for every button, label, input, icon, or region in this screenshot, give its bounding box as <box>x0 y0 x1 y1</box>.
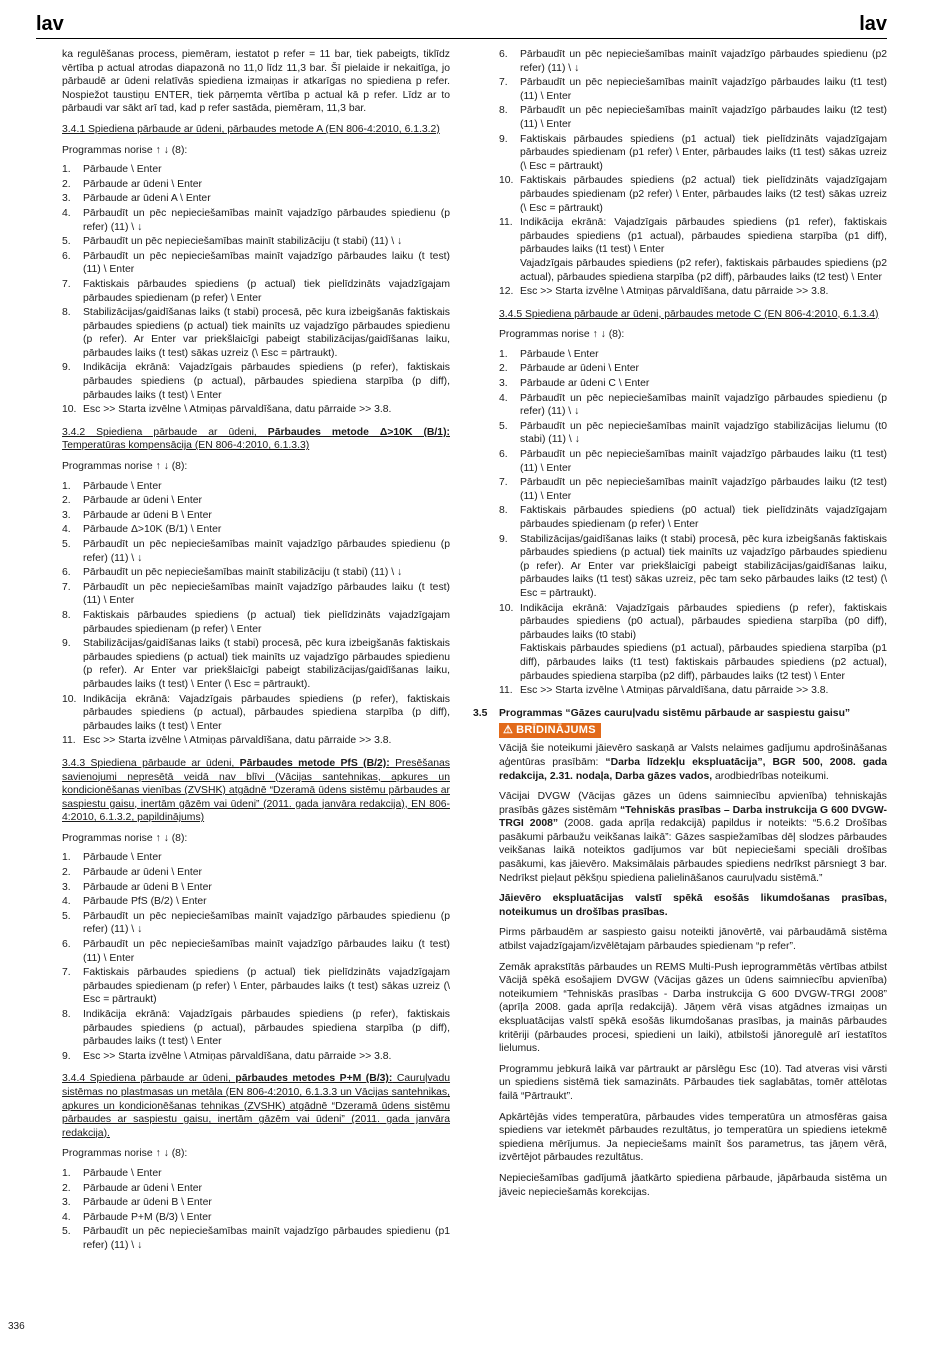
list-item-number: 3. <box>62 881 71 893</box>
list-item <box>62 509 450 523</box>
list-item-number: 9. <box>499 133 508 145</box>
heading-suffix: Temperatūras kompensācija (EN 806-4:2010, 6.1.3.3) <box>62 440 310 452</box>
list-item <box>62 609 450 636</box>
list-item-text: Faktiskais pārbaudes spiediens (p1 actual) tiek pielīdzināts vajadzīgajam pārbaudes spiedienam (p1 refer) \ Enter, pārbaudes laiks (t1 test) sākas uzreiz (\ Esc = pārtraukt) <box>520 133 887 172</box>
heading-prefix: 3.4.3 Spiediena pārbaude ar ūdeni, <box>62 757 240 769</box>
list-item <box>499 285 887 299</box>
list-item-number: 7. <box>499 477 508 489</box>
section-3-4-5-heading: 3.4.5 Spiediena pārbaude ar ūdeni, pārbaudes metode C (EN 806-4:2010, 6.1.3.4) <box>499 308 879 320</box>
list-item-number: 5. <box>62 236 71 248</box>
list-item-text: Pārbaudīt un pēc nepieciešamības mainīt vajadzīgo pārbaudes spiedienu (p refer) (11) \ ↓ <box>83 910 450 936</box>
text-run-bold: “Tehniskās prasības – Darba instrukcija G 600 DVGW-TRGI 2008” <box>499 804 887 830</box>
list-item-number: 6. <box>62 250 71 262</box>
list-item-text: Pārbaude ar ūdeni C \ Enter <box>520 378 650 390</box>
list-item-number: 1. <box>62 480 71 492</box>
list-item-text: Pārbaudīt un pēc nepieciešamības mainīt vajadzīgo pārbaudes laiku (t2 test) (11) \ Enter <box>520 105 887 130</box>
header-language-left: lav <box>36 13 64 35</box>
list-item <box>62 966 450 1007</box>
list-item <box>62 480 450 494</box>
list-item-text: Pārbaudīt un pēc nepieciešamības mainīt vajadzīgo pārbaudes laiku (t test) (11) \ Enter <box>83 939 450 964</box>
list-item-number: 5. <box>62 1226 71 1238</box>
list-item-text: Pārbaude \ Enter <box>520 348 599 360</box>
list-item-number: 5. <box>499 420 508 432</box>
header-rule <box>36 38 887 39</box>
list-item <box>62 306 450 360</box>
list-item-text: Pārbaude \ Enter <box>83 480 162 492</box>
list-item-text: Stabilizācijas/gaidīšanas laiks (t stabi) procesā, pēc kura izbeigšanās faktiskais pārbaudes spiediens (p actual) tiek mainīts uz vajadzīgo pārbaudes spiedienu (p refer). Ar Enter var priekšlaicīgi pabeigt stabilizācijas/gaidīšanas laiku, pārbaudes laiks (t test) sākas uzreiz (\ Esc = pārtraukt). <box>83 307 450 359</box>
list-item-text: Pārbaude P+M (B/3) \ Enter <box>83 1211 212 1223</box>
section-3-4-2-heading <box>62 426 450 453</box>
list-item-text: Faktiskais pārbaudes spiediens (p2 actual) tiek pielīdzināts vajadzīgajam pārbaudes spiedienam (p2 refer) \ Enter, pārbaudes laiks (t2 test) sākas uzreiz (\ Esc = pārtraukt) <box>520 175 887 214</box>
list-item-number: 6. <box>62 939 71 951</box>
list-item <box>499 377 887 391</box>
list-item-text: Faktiskais pārbaudes spiediens (p actual) tiek pielīdzināts vajadzīgajam pārbaudes spiedienam (p refer) \ Enter, pārbaudes laiks (t test) sākas uzreiz (\ Esc = pārtraukt) <box>83 967 450 1006</box>
paragraph-programmed-values: Zemāk aprakstītās pārbaudes un REMS Multi-Push ieprogrammētās vērtības atbilst Vācijā spēkā esošajiem DVGW (Vācijas gāzes un ūdens saimniecību apvienība) noteikumiem “Tehniskās prasības - Darba instrukcija G 600 DVGW-TRGI 2008” (aprīļa 2008. gada aprīļa redakcijā). Jāņem vērā visas atgādnes izmaiņas un ekspluatācijas valstī spēkā esošās likumdošanas prasības, ja mainās pārbaudes kritēriji (pārbaudes procesi, spiedieni un laiki), atbilstoši jānoregulē arī iestatītos lielumus. <box>499 961 887 1055</box>
section-3-4-2-steps <box>62 480 450 748</box>
list-item-text: Pārbaude Δ>10K (B/1) \ Enter <box>83 524 222 536</box>
section-3-4-1-heading: 3.4.1 Spiediena pārbaude ar ūdeni, pārbaudes metode A (EN 806-4:2010, 6.1.3.2) <box>62 123 440 135</box>
list-item-text: Esc >> Starta izvēlne \ Atmiņas pārvaldīšana, datu pārraide >> 3.8. <box>83 404 392 416</box>
list-item <box>499 348 887 362</box>
list-item-number: 4. <box>62 524 71 536</box>
list-item-text: Faktiskais pārbaudes spiediens (p actual) tiek pielīdzināts vajadzīgajam pārbaudes spiedienam (p refer) \ Enter <box>83 278 450 304</box>
list-item-text: Faktiskais pārbaudes spiediens (p actual) tiek pielīdzināts vajadzīgajam pārbaudes spiedienam (p refer) \ Enter <box>83 609 450 635</box>
list-item <box>62 566 450 580</box>
list-item-number: 5. <box>62 539 71 550</box>
list-item-text: Pārbaude ar ūdeni \ Enter <box>83 1182 202 1194</box>
list-item-text: Pārbaude ar ūdeni \ Enter <box>83 867 202 879</box>
text-run: Vācijā šie noteikumi jāievēro saskaņā ar Valsts nelaimes gadījumu apdrošināšanas aģentūras prasībām: <box>499 743 887 768</box>
header-language-right: lav <box>859 13 887 35</box>
section-number: 3.5 <box>473 707 488 719</box>
list-item <box>62 163 450 177</box>
list-item <box>499 362 887 376</box>
heading-method: Pārbaudes metode PfS (B/2): <box>239 757 390 769</box>
list-item <box>62 734 450 748</box>
list-item <box>62 278 450 305</box>
left-column <box>62 48 450 1262</box>
list-item <box>62 693 450 734</box>
list-item-text: Stabilizācijas/gaidīšanas laiks (t stabi) procesā, pēc kura izbeigšanās faktiskais pārbaudes spiediens (p actual) tiek mainīts uz vajadzīgo pārbaudes spiedienu (p refer). Ar Enter var priekšlaicīgi pabeigt stabilizācijas/gaidīšanas laiku, pārbaudes laiks (t1 test) sākas uzreiz, pēc tam seko pārbaudes laiks (t2 test) (\ Esc = pārtraukt). <box>520 533 887 599</box>
list-item <box>499 448 887 475</box>
list-item-number: 3. <box>62 509 71 521</box>
section-3-4-3-steps <box>62 851 450 1063</box>
list-item-number: 6. <box>499 449 508 461</box>
section-3-4-4-steps-continued <box>499 48 887 299</box>
list-item <box>62 1008 450 1049</box>
list-item <box>62 207 450 234</box>
list-item-text: Pārbaudīt un pēc nepieciešamības mainīt vajadzīgo pārbaudes spiedienu (p refer) (11) \ ↓ <box>520 392 887 418</box>
list-item <box>499 216 887 284</box>
list-item <box>499 684 887 698</box>
regulation-paragraph <box>499 742 887 783</box>
list-item <box>62 192 450 206</box>
list-item-number: 11. <box>62 735 76 747</box>
list-item <box>62 523 450 537</box>
list-item-text: Pārbaudīt un pēc nepieciešamības mainīt vajadzīgo pārbaudes laiku (t1 test) (11) \ Enter <box>520 449 887 474</box>
list-item-number: 8. <box>499 105 508 117</box>
list-item <box>62 851 450 865</box>
list-item-number: 1. <box>499 348 508 360</box>
list-item <box>62 866 450 880</box>
list-item-number: 8. <box>62 609 71 621</box>
list-item-number: 7. <box>62 581 71 593</box>
list-item-number: 10. <box>62 693 77 705</box>
list-item-text: Indikācija ekrānā: Vajadzīgais pārbaudes spiediens (p1 refer), faktiskais pārbaudes spiediens (p1 actual), pārbaudes spiediena starpība (p1 diff), pārbaudes laiks (t1 test) \ Enter <box>520 217 887 256</box>
list-item-text: Esc >> Starta izvēlne \ Atmiņas pārvaldīšana, datu pārraide >> 3.8. <box>83 1050 392 1062</box>
text-run-bold: Jāievēro ekspluatācijas valstī spēkā esošās likumdošanas prasības, noteikumus un drošības prasības. <box>499 893 887 918</box>
list-item-text: Pārbaudīt un pēc nepieciešamības mainīt stabilizāciju (t stabi) (11) \ ↓ <box>83 236 403 248</box>
list-item-number: 8. <box>499 505 508 517</box>
list-item <box>499 133 887 174</box>
warning-badge <box>499 723 601 738</box>
list-item-number: 8. <box>62 307 71 319</box>
list-item-number: 12. <box>499 286 514 298</box>
list-item-number: 2. <box>62 178 71 190</box>
list-item-number: 2. <box>62 495 71 507</box>
list-item-text: Pārbaude ar ūdeni A \ Enter <box>83 193 211 205</box>
list-item-text: Pārbaudīt un pēc nepieciešamības mainīt vajadzīgo pārbaudes spiedienu (p1 refer) (11) \ ↓ <box>83 1226 450 1251</box>
list-item-number: 10. <box>499 175 514 187</box>
list-item-number: 4. <box>62 896 71 908</box>
list-item-text: Pārbaudīt un pēc nepieciešamības mainīt vajadzīgo pārbaudes laiku (t test) (11) \ Enter <box>83 581 450 607</box>
section-3-4-4-heading <box>62 1072 450 1140</box>
list-item-number: 4. <box>62 1211 71 1223</box>
list-item-text: Pārbaude \ Enter <box>83 164 162 176</box>
list-item-text: Pārbaudīt un pēc nepieciešamības mainīt vajadzīgo pārbaudes spiedienu (p2 refer) (11) \ ↓ <box>520 49 887 74</box>
list-item-number: 7. <box>62 278 71 290</box>
list-item-number: 7. <box>62 967 71 979</box>
section-3-4-1-steps <box>62 163 450 417</box>
list-item <box>62 235 450 249</box>
list-item-text: Pārbaudīt un pēc nepieciešamības mainīt vajadzīgo pārbaudes spiedienu (p refer) (11) \ ↓ <box>83 207 450 233</box>
program-sequence-label: Programmas norise ↑ ↓ (8): <box>62 461 188 473</box>
page-number: 336 <box>8 1321 25 1332</box>
paragraph-environment: Apkārtējās vides temperatūra, pārbaudes vides temperatūra un atmosfēras gaisa spiediens var ietekmēt pārbaudes rezultātus, jo temperatūra un spiediens ietekmē spiediena mērījumus. Ja nepieciešams mainīt šos parametrus, tas jāņem vērā, izvērtējot pārbaudes rezultātus. <box>499 1111 887 1164</box>
list-item-text: Pārbaudīt un pēc nepieciešamības mainīt vajadzīgo pārbaudes laiku (t2 test) (11) \ Enter <box>520 477 887 502</box>
list-item-number: 2. <box>62 867 71 879</box>
list-item-text: Pārbaude ar ūdeni \ Enter <box>83 495 202 507</box>
list-item-text: Pārbaude ar ūdeni B \ Enter <box>83 1197 212 1209</box>
list-item <box>62 1196 450 1210</box>
list-item <box>62 938 450 965</box>
list-item <box>62 910 450 937</box>
list-item-number: 5. <box>62 910 71 922</box>
program-sequence-label: Programmas norise ↑ ↓ (8): <box>62 832 188 844</box>
heading-prefix: 3.4.4 Spiediena pārbaude ar ūdeni, <box>62 1073 236 1085</box>
list-item-text: Stabilizācijas/gaidīšanas laiks (t stabi) procesā, pēc kura izbeigšanās faktiskais pārbaudes spiediens (p actual) tiek mainīts uz vajadzīgo pārbaudes spiedienu (p refer). Ar Enter var priekšlaicīgi pabeigt stabilizācijas/gaidīšanas laiku, pārbaudes laiks (t test) \ Enter (\ Esc = pārtraukt). <box>83 638 450 690</box>
list-item-number: 10. <box>62 404 77 416</box>
list-item-number: 3. <box>62 1197 71 1209</box>
list-item-number: 7. <box>499 77 508 89</box>
text-run: arodbiedrības noteikumi. <box>712 770 829 782</box>
heading-suffix: Cauruļvadu sistēmas no plastmasas un metāla (EN 806-4:2010, 6.1.3.3 un Vācijas santehnikas, apkures un kondicionēšanas tehnikas (ZVSHK) atgādnē “Dzeramā ūdens sistēmu pārbaudes ar saspiestu gaisu, inertām gāzēm vai ūdeni” (2011. gada janvāra redakcija). <box>62 1073 451 1139</box>
warning-triangle-icon: ⚠ <box>503 724 514 737</box>
list-item-text: Pārbaudīt un pēc nepieciešamības mainīt vajadzīgo pārbaudes laiku (t1 test) (11) \ Enter <box>520 77 887 102</box>
list-item-text: Esc >> Starta izvēlne \ Atmiņas pārvaldīšana, datu pārraide >> 3.8. <box>83 735 392 747</box>
list-item <box>62 637 450 691</box>
list-item <box>499 420 887 447</box>
section-3-5-heading <box>473 707 887 721</box>
list-item-number: 1. <box>62 1167 71 1179</box>
program-sequence-label: Programmas norise ↑ ↓ (8): <box>62 1148 188 1160</box>
list-item <box>62 1167 450 1181</box>
list-item <box>62 403 450 417</box>
list-item-text: Indikācija ekrānā: Vajadzīgais pārbaudes spiediens (p refer), faktiskais pārbaudes spiediens (p actual), pārbaudes spiediena starpība (p diff), pārbaudes laiks (t test) \ Enter <box>83 1009 450 1048</box>
text-run: Vācijai DVGW (Vācijas gāzes un ūdens saimniecību apvienība) tehniskajās prasībās gāzes sistēmām <box>499 791 887 816</box>
heading-method: Pārbaudes metode Δ>10K (B/1): <box>267 426 450 438</box>
list-item-number: 9. <box>62 638 71 650</box>
list-item <box>62 494 450 508</box>
list-item <box>62 895 450 909</box>
list-item-text: Esc >> Starta izvēlne \ Atmiņas pārvaldīšana, datu pārraide >> 3.8. <box>520 286 829 298</box>
list-item <box>62 1211 450 1225</box>
list-item <box>62 538 450 565</box>
list-item-number: 8. <box>62 1009 71 1020</box>
list-item-number: 9. <box>62 1050 71 1062</box>
list-item-text-continued: Vajadzīgais pārbaudes spiediens (p2 refer), faktiskais pārbaudes spiediens (p2 actual), pārbaudes spiediena starpība (p2 diff), pārbaudes laiks (t2 test) \ Enter <box>520 257 887 283</box>
heading-prefix: 3.4.2 Spiediena pārbaude ar ūdeni, <box>62 426 268 438</box>
section-3-4-5-steps <box>499 348 887 698</box>
program-sequence-label: Programmas norise ↑ ↓ (8): <box>62 144 188 156</box>
list-item-text: Pārbaude ar ūdeni B \ Enter <box>83 509 212 521</box>
dvgw-paragraph <box>499 790 887 885</box>
list-item <box>499 48 887 75</box>
list-item-number: 4. <box>62 207 71 219</box>
list-item <box>499 174 887 215</box>
list-item-text: Pārbaude PfS (B/2) \ Enter <box>83 896 207 908</box>
list-item <box>499 392 887 419</box>
list-item <box>62 581 450 608</box>
text-run: (2008. gada aprīļa redakcijā) papildus ir noteikts: “5.6.2 Drošības pasākumi pārbaužu veikšanas laikā”: Gāzes saspiežamības dēļ slodzes pārbaudes veikšanas laikā noteiktos gadījumos var būt nepieciešami speciāli drošības pasākumi, kas jāievēro. Maksimālais pārbaudes spiediens nedrīkst pārsniegt 3 bar. Nedrīkst pieļaut pēkšņu spiediena palielināšanos cauruļvadu sistēmā.” <box>499 818 887 884</box>
list-item <box>62 1182 450 1196</box>
list-item <box>62 361 450 402</box>
intro-paragraph: ka regulēšanas process, piemēram, iestatot p refer = 11 bar, tiek pabeigts, tiklīdz vērtība p actual atrodas diapazonā no 11,0 līdz 11,3 bar. Šī pielaide ir nekaitīga, jo pārbaudē ar ūdeni relatīvās spiediena izmaiņas ir atkarīgas no spiediena p refer. Nospiežot taustiņu ENTER, tiek pārņemta vērtība p actual kā p refer. Līdz ar to pārbaudi var sākt arī tad, kad p refer sastāda, piemēram, 11,3 bar. <box>62 49 450 115</box>
list-item-text-continued: Faktiskais pārbaudes spiediens (p1 actual), pārbaudes spiediena starpība (p1 diff), pārbaudes laiks (t1 test) faktiskais pārbaudes spiediens (p2 actual), pārbaudes spiediena starpība (p2 diff), pārbaudes laiks (t2 test) \ Enter <box>520 643 887 682</box>
list-item-number: 11. <box>499 685 513 697</box>
list-item-number: 9. <box>62 362 71 374</box>
list-item-text: Indikācija ekrānā: Vajadzīgais pārbaudes spiediens (p refer), faktiskais pārbaudes spiediens (p actual), pārbaudes spiediena starpība (p diff), pārbaudes laiks (t test) \ Enter <box>83 362 450 401</box>
list-item <box>62 1050 450 1064</box>
list-item-text: Indikācija ekrānā: Vajadzīgais pārbaudes spiediens (p refer), faktiskais pārbaudes spiediens (p0 actual), pārbaudes spiediena starpība (p0 diff), pārbaudes laiks (t0 stabi) <box>520 602 887 641</box>
list-item <box>499 533 887 601</box>
section-3-4-4-steps <box>62 1167 450 1253</box>
list-item-number: 10. <box>499 602 514 614</box>
list-item-number: 11. <box>499 217 513 229</box>
list-item-number: 3. <box>499 378 508 390</box>
legal-requirements-paragraph <box>499 892 887 919</box>
list-item-text: Pārbaude ar ūdeni \ Enter <box>520 363 639 375</box>
right-column <box>473 48 887 1206</box>
heading-suffix: Presēšanas savienojumi nepresētā veidā nav blīvi (Vācijas santehnikas, apkures un kondicionēšanas vienības (ZVSHK) atgādnē “Dzeramā ūdens sistēmu pārbaudes ar saspiestu gaisu, inertām gāzēm vai ūdeni” (2011. gada janvāra redakcija), EN 806-4:2010, 6.1.3.2, papildinājums) <box>62 757 450 824</box>
list-item-text: Pārbaudīt un pēc nepieciešamības mainīt vajadzīgo pārbaudes laiku (t test) (11) \ Enter <box>83 250 450 276</box>
list-item-number: 4. <box>499 392 508 404</box>
list-item-text: Pārbaude \ Enter <box>83 852 162 864</box>
list-item-text: Pārbaudīt un pēc nepieciešamības mainīt vajadzīgo stabilizācijas lielumu (t0 stabi) (11) \ ↓ <box>520 420 887 446</box>
heading-method: pārbaudes metodes P+M (B/3): <box>235 1073 393 1085</box>
list-item <box>499 104 887 131</box>
list-item-text: Pārbaudīt un pēc nepieciešamības mainīt vajadzīgo pārbaudes spiedienu (p refer) (11) \ ↓ <box>83 539 450 564</box>
paragraph-abort: Programmu jebkurā laikā var pārtraukt ar pārslēgu Esc (10). Tad atveras visi vārsti un spiediens sistēmā tiek samazināts. Pārbaudes tiek saglabātas, tomēr attēlotas failā “Pārtraukt”. <box>499 1063 887 1102</box>
list-item <box>62 1225 450 1252</box>
list-item <box>62 178 450 192</box>
list-item <box>499 476 887 503</box>
section-title: Programmas “Gāzes cauruļvadu sistēmu pārbaude ar saspiestu gaisu” <box>499 707 851 719</box>
list-item-number: 6. <box>499 49 508 60</box>
paragraph-pre-test-check: Pirms pārbaudēm ar saspiesto gaisu noteikti jānovērtē, vai pārbaudāmā sistēma atbilst vajadzīgajam/izvēlētajam pārbaudes spiedienam “p refer”. <box>499 927 887 953</box>
warning-label: BRĪDINĀJUMS <box>516 724 596 737</box>
list-item <box>499 76 887 103</box>
program-sequence-label: Programmas norise ↑ ↓ (8): <box>499 329 625 341</box>
list-item-text: Pārbaude ar ūdeni B \ Enter <box>83 881 212 893</box>
list-item-number: 3. <box>62 193 71 205</box>
list-item <box>62 250 450 277</box>
paragraph-repeat: Nepieciešamības gadījumā jāatkārto spiediena pārbaude, jāpārbauda sistēma un jāveic nepieciešamās korekcijas. <box>499 1172 887 1198</box>
list-item-text: Esc >> Starta izvēlne \ Atmiņas pārvaldīšana, datu pārraide >> 3.8. <box>520 685 829 697</box>
list-item <box>499 504 887 531</box>
text-run-bold: “Darba līdzekļu ekspluatācija”, BGR 500, 2008. gada redakcija, 2.31. nodaļa, Darba gāzes vados, <box>499 756 887 782</box>
list-item <box>62 881 450 895</box>
list-item-number: 2. <box>499 363 508 375</box>
list-item-text: Pārbaude \ Enter <box>83 1167 162 1179</box>
list-item-text: Indikācija ekrānā: Vajadzīgais pārbaudes spiediens (p refer), faktiskais pārbaudes spiediens (p actual), pārbaudes spiediena starpība (p diff), pārbaudes laiks (t test) \ Enter <box>83 693 450 732</box>
list-item-text: Faktiskais pārbaudes spiediens (p0 actual) tiek pielīdzināts vajadzīgajam pārbaudes spiedienam (p refer) \ Enter <box>520 505 887 530</box>
list-item-number: 2. <box>62 1182 71 1194</box>
list-item-number: 1. <box>62 852 71 864</box>
list-item-text: Pārbaudīt un pēc nepieciešamības mainīt stabilizāciju (t stabi) (11) \ ↓ <box>83 567 403 579</box>
list-item-number: 9. <box>499 533 508 545</box>
list-item-text: Pārbaude ar ūdeni \ Enter <box>83 178 202 190</box>
list-item-number: 1. <box>62 164 71 176</box>
section-3-4-3-heading <box>62 757 450 825</box>
list-item <box>499 602 887 684</box>
list-item-number: 6. <box>62 567 71 579</box>
